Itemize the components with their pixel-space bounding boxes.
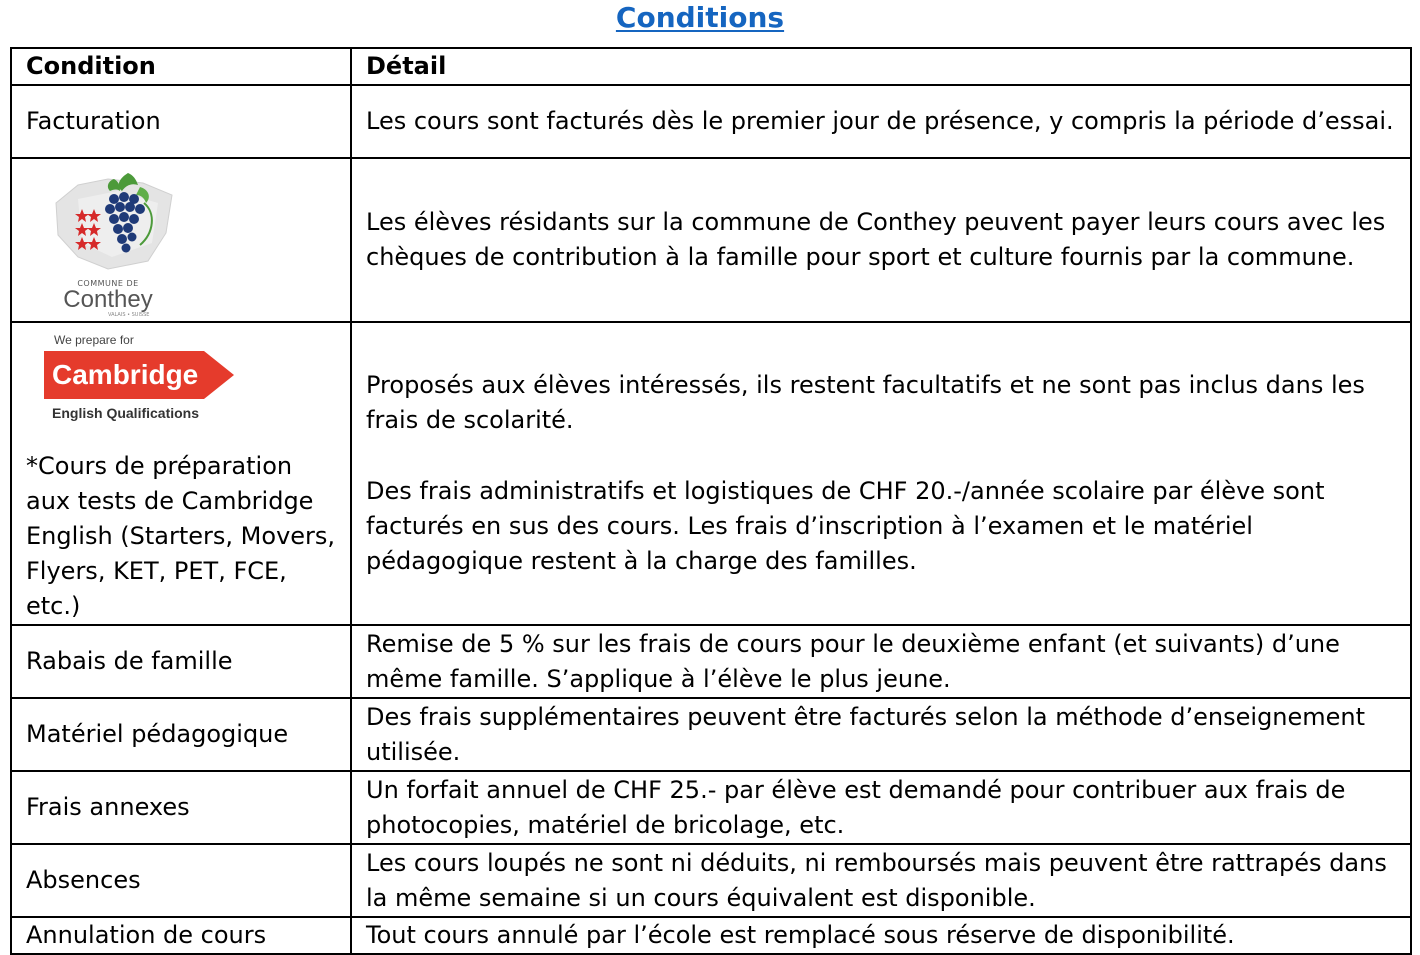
cambridge-qualifications-text: English Qualifications xyxy=(52,405,200,421)
table-row xyxy=(11,85,1411,158)
condition-annulation: Annulation de cours xyxy=(11,917,351,954)
condition-conthey-logo-cell xyxy=(11,158,351,322)
cambridge-prepare-text: We prepare for xyxy=(54,333,134,347)
detail-cambridge-para-1: Proposés aux élèves intéressés, ils restent facultatifs et ne sont pas inclus dans les frais de scolarité. xyxy=(366,371,1365,434)
detail-materiel: Des frais supplémentaires peuvent être facturés selon la méthode d’enseignement utilisée. xyxy=(351,698,1411,771)
condition-rabais: Rabais de famille xyxy=(11,625,351,698)
condition-cambridge xyxy=(11,322,351,625)
table-header-row xyxy=(11,48,1411,85)
detail-absences: Les cours loupés ne sont ni déduits, ni remboursés mais peuvent être rattrapés dans la même semaine si un cours équivalent est disponible. xyxy=(351,844,1411,917)
conthey-logo xyxy=(48,165,198,318)
conthey-map-icon xyxy=(48,173,178,273)
condition-materiel: Matériel pédagogique xyxy=(11,698,351,771)
table-row xyxy=(11,158,1411,322)
detail-cambridge-para-2: Des frais administratifs et logistiques de CHF 20.-/année scolaire par élève sont facturés en sus des cours. Les frais d’inscription à l’examen et le matériel pédagogique restent à la charge des familles. xyxy=(366,477,1325,575)
detail-cambridge xyxy=(351,322,1411,625)
condition-frais: Frais annexes xyxy=(11,771,351,844)
detail-rabais: Remise de 5 % sur les frais de cours pour le deuxième enfant (et suivants) d’une même famille. S’applique à l’élève le plus jeune. xyxy=(351,625,1411,698)
conditions-table xyxy=(10,47,1412,955)
table-row xyxy=(11,698,1411,771)
detail-conthey: Les élèves résidants sur la commune de Conthey peuvent payer leurs cours avec les chèques de contribution à la famille pour sport et culture fournis par la commune. xyxy=(351,158,1411,322)
conthey-commune-text: COMMUNE DE xyxy=(77,279,139,288)
table-row xyxy=(11,322,1411,625)
header-condition: Condition xyxy=(11,48,351,85)
detail-annulation: Tout cours annulé par l’école est remplacé sous réserve de disponibilité. xyxy=(351,917,1411,954)
cambridge-logo xyxy=(36,329,266,439)
header-detail: Détail xyxy=(351,48,1411,85)
condition-absences: Absences xyxy=(11,844,351,917)
detail-frais: Un forfait annuel de CHF 25.- par élève est demandé pour contribuer aux frais de photocopies, matériel de bricolage, etc. xyxy=(351,771,1411,844)
table-row xyxy=(11,917,1411,954)
condition-facturation: Facturation xyxy=(11,85,351,158)
conthey-name: Conthey xyxy=(63,286,153,313)
detail-facturation: Les cours sont facturés dès le premier jour de présence, y compris la période d’essai. xyxy=(351,85,1411,158)
cambridge-word: Cambridge xyxy=(52,359,199,390)
table-row xyxy=(11,771,1411,844)
table-row xyxy=(11,844,1411,917)
condition-cambridge-text: *Cours de préparation aux tests de Cambridge English (Starters, Movers, Flyers, KET, PET, FCE, etc.) xyxy=(26,452,336,620)
conthey-region-text: VALAIS • SUISSE xyxy=(108,312,150,318)
page-title: Conditions xyxy=(615,1,785,34)
table-row xyxy=(11,625,1411,698)
